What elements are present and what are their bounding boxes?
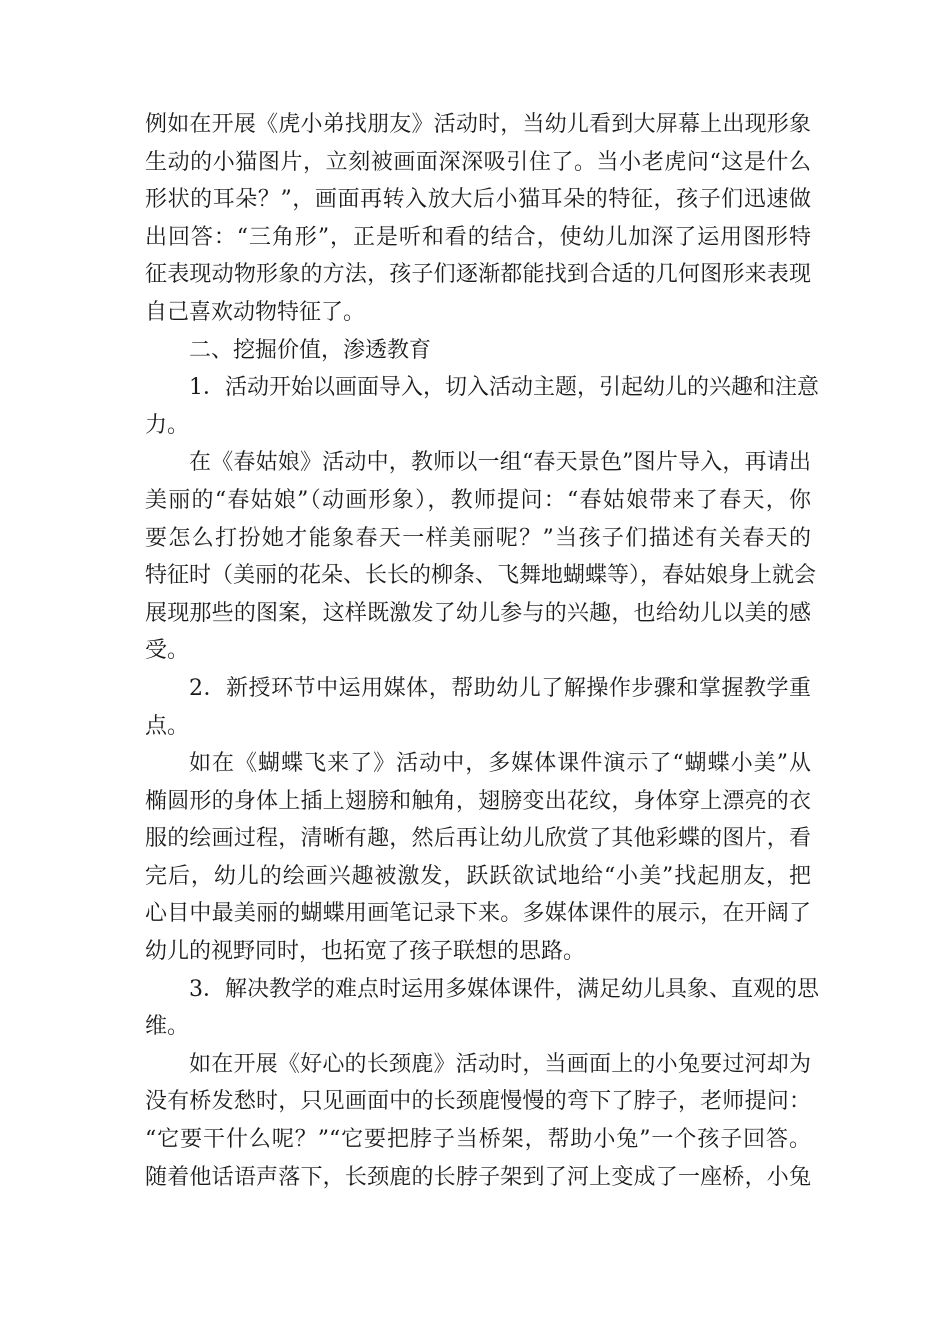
text-line: 生动的小猫图片，立刻被画面深深吸引住了。当小老虎问“这是什么 [145, 149, 811, 175]
text-line: 力。 [145, 412, 190, 438]
paragraph-first-line: 二、挖掘价值，渗透教育 [189, 337, 432, 363]
text-line: 受。 [145, 638, 190, 664]
text-line: 完后，幼儿的绘画兴趣被激发，跃跃欲试地给“小美”找起朋友，把 [145, 863, 811, 889]
text-line: “它要干什么呢？”“它要把脖子当桥架，帮助小兔”一个孩子回答。 [145, 1127, 811, 1153]
paragraph-first-line: 2．新授环节中运用媒体，帮助幼儿了解操作步骤和掌握教学重 [189, 675, 811, 701]
text-line: 展现那些的图案，这样既激发了幼儿参与的兴趣，也给幼儿以美的感 [145, 600, 811, 626]
paragraph-first-line: 3．解决教学的难点时运用多媒体课件，满足幼儿具象、直观的思 [189, 976, 819, 1002]
text-line: 自己喜欢动物特征了。 [145, 299, 366, 325]
text-line: 随着他话语声落下，长颈鹿的长脖子架到了河上变成了一座桥，小兔 [145, 1164, 811, 1190]
text-line: 心目中最美丽的蝴蝶用画笔记录下来。多媒体课件的展示，在开阔了 [145, 901, 811, 927]
text-line: 椭圆形的身体上插上翅膀和触角，翅膀变出花纹，身体穿上漂亮的衣 [145, 788, 811, 814]
text-line: 形状的耳朵？”，画面再转入放大后小猫耳朵的特征，孩子们迅速做 [145, 187, 811, 213]
text-line: 例如在开展《虎小弟找朋友》活动时，当幼儿看到大屏幕上出现形象 [145, 112, 811, 137]
document-body [145, 106, 819, 1196]
text-line: 美丽的“春姑娘”（动画形象），教师提问：“春姑娘带来了春天，你 [145, 487, 811, 513]
text-line: 出回答：“三角形”，正是听和看的结合，使幼儿加深了运用图形特 [145, 224, 811, 250]
text-line: 幼儿的视野同时，也拓宽了孩子联想的思路。 [145, 939, 586, 965]
text-line: 征表现动物形象的方法，孩子们逐渐都能找到合适的几何图形来表现 [145, 262, 811, 288]
text-line: 点。 [145, 713, 190, 739]
paragraph-first-line: 在《春姑娘》活动中，教师以一组“春天景色”图片导入，再请出 [189, 450, 811, 476]
paragraph-first-line: 如在《蝴蝶飞来了》活动中，多媒体课件演示了“蝴蝶小美”从 [189, 751, 811, 777]
text-line: 维。 [145, 1014, 190, 1040]
paragraph-first-line: 如在开展《好心的长颈鹿》活动时，当画面上的小兔要过河却为 [189, 1051, 811, 1077]
text-line: 要怎么打扮她才能象春天一样美丽呢？”当孩子们描述有关春天的 [145, 525, 811, 551]
text-line: 特征时（美丽的花朵、长长的柳条、飞舞地蝴蝶等），春姑娘身上就会 [145, 563, 817, 589]
paragraph-first-line: 1．活动开始以画面导入，切入活动主题，引起幼儿的兴趣和注意 [189, 375, 819, 401]
text-line: 服的绘画过程，清晰有趣，然后再让幼儿欣赏了其他彩蝶的图片，看 [145, 826, 811, 852]
text-line: 没有桥发愁时，只见画面中的长颈鹿慢慢的弯下了脖子，老师提问： [145, 1089, 811, 1115]
